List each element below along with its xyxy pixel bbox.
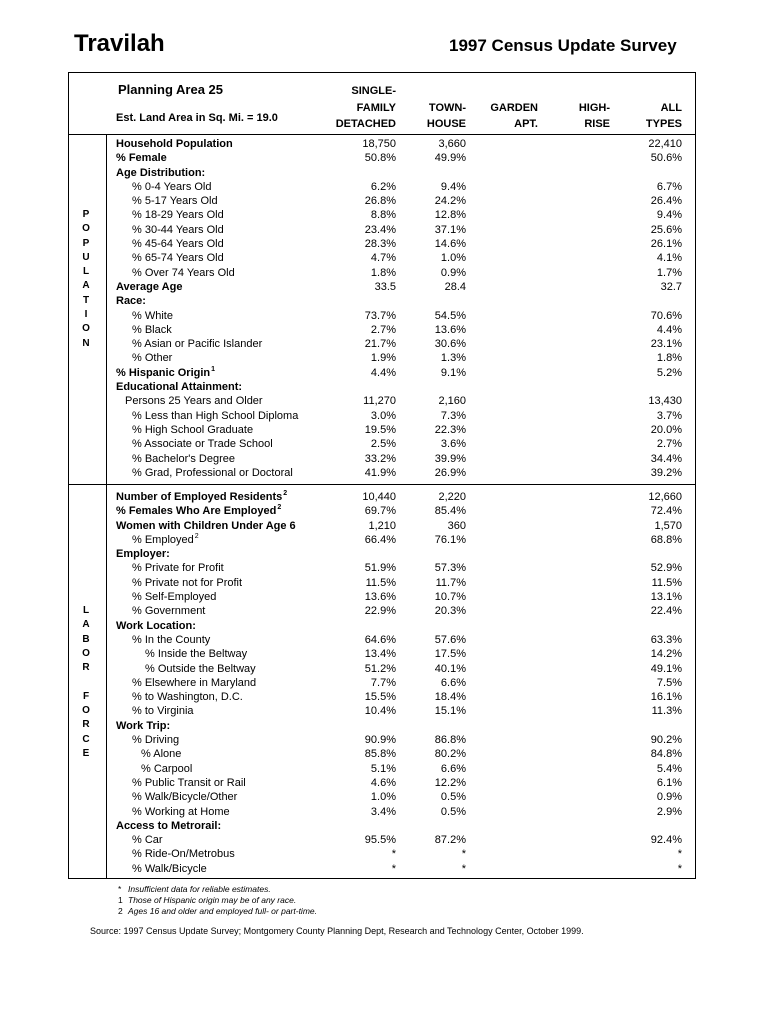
cell-value: 11.7%	[435, 576, 466, 589]
table-row	[106, 380, 696, 394]
table-row	[106, 166, 696, 180]
row-label: % Less than High School Diploma	[132, 409, 299, 422]
row-label: % Government	[132, 605, 206, 618]
row-label: Persons 25 Years and Older	[125, 395, 263, 408]
table-row	[106, 266, 696, 280]
cell-value: 50.6%	[650, 152, 682, 165]
cell-value: 34.4%	[650, 452, 682, 465]
row-label: % Inside the Beltway	[145, 648, 248, 661]
cell-value: 360	[447, 519, 466, 532]
row-label: % High School Graduate	[132, 423, 254, 436]
table-row	[106, 351, 696, 365]
row-label: % Elsewhere in Maryland	[132, 676, 257, 689]
row-label: % Working at Home	[132, 805, 230, 818]
cell-value: 22,410	[648, 138, 682, 150]
cell-value: 1.7%	[656, 266, 682, 279]
cell-value: 39.9%	[434, 452, 466, 465]
table-row	[106, 662, 696, 676]
land-area: Est. Land Area in Sq. Mi. = 19.0	[116, 112, 278, 124]
cell-value: 54.5%	[434, 309, 466, 322]
cell-value: 5.4%	[656, 762, 682, 775]
section-divider	[68, 484, 696, 485]
cell-value: 8.8%	[370, 209, 396, 222]
side-letter: B	[82, 633, 90, 645]
side-letter: O	[82, 705, 90, 717]
table-row	[106, 561, 696, 575]
table-row	[106, 647, 696, 661]
column-header-townhouse: TOWN- HOUSE	[426, 101, 466, 130]
row-label: Women with Children Under Age 6	[116, 519, 296, 532]
cell-value: 12.2%	[434, 776, 466, 789]
cell-value: 20.3%	[434, 605, 466, 618]
cell-value: 4.4%	[656, 323, 682, 336]
row-label: Race:	[116, 295, 146, 308]
table-row	[106, 519, 696, 533]
cell-value: 4.1%	[656, 252, 682, 265]
cell-value: 30.6%	[434, 338, 466, 351]
cell-value: 23.1%	[650, 338, 682, 351]
cell-value: 28.3%	[364, 238, 396, 251]
side-letter: L	[82, 266, 90, 278]
row-label: % Carpool	[141, 762, 193, 775]
table-row	[106, 409, 696, 423]
row-label: % Over 74 Years Old	[132, 266, 235, 279]
cell-value: 1.8%	[370, 266, 396, 279]
cell-value: 39.2%	[650, 466, 682, 479]
side-letter: O	[82, 647, 90, 659]
cell-value: 17.5%	[434, 648, 466, 661]
table-row	[106, 151, 696, 165]
cell-value: 86.8%	[434, 734, 466, 747]
cell-value: 3.0%	[370, 409, 396, 422]
row-label: % Walk/Bicycle/Other	[132, 791, 238, 804]
side-letter	[78, 675, 94, 689]
row-label: % Female	[116, 152, 167, 165]
cell-value: 12.8%	[434, 209, 466, 222]
cell-value: 68.8%	[650, 533, 682, 546]
table-row	[106, 833, 696, 847]
row-label: Work Location:	[116, 619, 196, 632]
header-divider	[68, 134, 696, 135]
side-letter: R	[82, 719, 90, 731]
cell-value: 73.7%	[364, 309, 396, 322]
cell-value: 11.5%	[651, 576, 682, 589]
cell-value: 7.7%	[370, 676, 396, 689]
table-row	[106, 604, 696, 618]
table-row	[106, 847, 696, 861]
page-title: Travilah	[74, 30, 165, 57]
survey-title: 1997 Census Update Survey	[449, 36, 677, 55]
table-row	[106, 790, 696, 804]
row-label: % In the County	[132, 633, 211, 646]
cell-value: 3.4%	[370, 805, 396, 818]
cell-value: 87.2%	[434, 834, 466, 847]
cell-value: *	[391, 862, 396, 875]
row-label: % 5-17 Years Old	[132, 195, 218, 208]
cell-value: 57.6%	[434, 633, 466, 646]
footnote-marker: 2	[194, 532, 199, 540]
cell-value: 15.5%	[364, 691, 396, 704]
cell-value: 6.1%	[656, 776, 682, 789]
side-letter: R	[82, 662, 90, 674]
row-label: % 65-74 Years Old	[132, 252, 224, 265]
cell-value: 11,270	[363, 395, 396, 408]
cell-value: *	[461, 848, 466, 861]
table-row	[106, 576, 696, 590]
cell-value: 50.8%	[364, 152, 396, 165]
row-label: Age Distribution:	[116, 166, 206, 179]
cell-value: 26.1%	[650, 238, 682, 251]
cell-value: 4.4%	[370, 366, 396, 379]
cell-value: 20.0%	[650, 423, 682, 436]
cell-value: 3.6%	[440, 438, 466, 451]
cell-value: *	[677, 848, 682, 861]
table-row	[106, 294, 696, 308]
table-row	[106, 366, 696, 380]
cell-value: 15.1%	[434, 705, 466, 718]
cell-value: 11.3%	[651, 705, 682, 718]
side-letter: O	[82, 323, 90, 335]
side-letter: O	[82, 223, 90, 235]
row-label: % Self-Employed	[132, 591, 217, 604]
row-label: Household Population	[116, 138, 233, 150]
table-row	[106, 309, 696, 323]
cell-value: 23.4%	[364, 223, 396, 236]
cell-value: 6.7%	[656, 180, 682, 193]
row-label: % White	[132, 309, 173, 322]
table-row	[106, 504, 696, 518]
cell-value: 9.4%	[656, 209, 682, 222]
cell-value: 14.2%	[650, 648, 682, 661]
table-row	[106, 805, 696, 819]
cell-value: 11.5%	[365, 576, 396, 589]
row-label: Educational Attainment:	[116, 381, 243, 394]
table-row	[106, 619, 696, 633]
cell-value: 3,660	[438, 138, 466, 150]
cell-value: 13.1%	[650, 591, 682, 604]
cell-value: 76.1%	[434, 533, 466, 546]
cell-value: 10.7%	[434, 591, 466, 604]
cell-value: 1.0%	[440, 252, 466, 265]
cell-value: 6.6%	[440, 762, 466, 775]
side-letter: I	[84, 309, 88, 321]
table-row	[106, 733, 696, 747]
table-row	[106, 223, 696, 237]
table-row	[106, 704, 696, 718]
population-section	[106, 137, 696, 480]
row-label: % Public Transit or Rail	[132, 776, 246, 789]
cell-value: 2.7%	[370, 323, 396, 336]
cell-value: 22.4%	[650, 605, 682, 618]
cell-value: 24.2%	[434, 195, 466, 208]
table-row	[106, 533, 696, 547]
row-label: % Employed$^2$	[132, 532, 199, 546]
cell-value: 2.7%	[656, 438, 682, 451]
cell-value: 16.1%	[650, 691, 682, 704]
table-row	[106, 590, 696, 604]
cell-value: 13,430	[648, 395, 682, 408]
cell-value: 52.9%	[650, 562, 682, 575]
cell-value: 69.7%	[364, 505, 396, 518]
row-label: Employer:	[116, 548, 170, 561]
cell-value: 0.5%	[440, 805, 466, 818]
table-row	[106, 208, 696, 222]
cell-value: 95.5%	[364, 834, 396, 847]
table-row	[106, 547, 696, 561]
side-letter: N	[82, 337, 90, 349]
cell-value: *	[461, 862, 466, 875]
cell-value: 49.1%	[650, 662, 682, 675]
row-label: % 0-4 Years Old	[132, 180, 212, 193]
row-label: % Black	[132, 323, 172, 336]
cell-value: 57.3%	[434, 562, 466, 575]
cell-value: 26.9%	[434, 466, 466, 479]
cell-value: 9.4%	[440, 180, 466, 193]
column-header-garden-apt: GARDEN APT.	[490, 101, 538, 130]
cell-value: 33.2%	[364, 452, 396, 465]
cell-value: 0.5%	[440, 791, 466, 804]
labor-force-section	[106, 490, 696, 876]
cell-value: 90.2%	[650, 734, 682, 747]
table-row	[106, 747, 696, 761]
table-row	[106, 394, 696, 408]
cell-value: 10.4%	[364, 705, 396, 718]
table-row	[106, 251, 696, 265]
cell-value: 7.3%	[440, 409, 466, 422]
labor-force-side-label	[78, 604, 94, 761]
cell-value: 26.8%	[364, 195, 396, 208]
footnote-marker: 2	[277, 504, 282, 512]
row-label: % Private for Profit	[132, 562, 224, 575]
side-letter: E	[82, 747, 90, 759]
side-letter: P	[82, 209, 90, 220]
cell-value: 2,160	[438, 395, 466, 408]
row-label: % Private not for Profit	[132, 576, 243, 589]
row-label: % to Virginia	[132, 705, 194, 718]
row-label: % 45-64 Years Old	[132, 238, 224, 251]
row-label: % Car	[132, 834, 163, 847]
cell-value: 12,660	[648, 491, 682, 503]
cell-value: 5.1%	[370, 762, 396, 775]
row-label: Average Age	[116, 280, 183, 293]
cell-value: 13.6%	[434, 323, 466, 336]
cell-value: 51.9%	[364, 562, 396, 575]
cell-value: 85.8%	[364, 748, 396, 761]
row-label: % Outside the Beltway	[145, 662, 256, 675]
row-label: % Females Who Are Employed$^2$	[116, 504, 282, 518]
footnote-hispanic: 1 Those of Hispanic origin may be of any race.	[118, 895, 297, 905]
cell-value: 70.6%	[650, 309, 682, 322]
cell-value: 0.9%	[656, 791, 682, 804]
cell-value: 41.9%	[364, 466, 396, 479]
cell-value: 10,440	[362, 491, 396, 503]
cell-value: 80.2%	[434, 748, 466, 761]
row-label: % Bachelor's Degree	[132, 452, 235, 465]
side-letter: C	[82, 733, 90, 745]
side-letter: T	[82, 294, 90, 306]
cell-value: 2.9%	[656, 805, 682, 818]
planning-area-name: Planning Area 25	[118, 82, 223, 97]
cell-value: 22.3%	[434, 423, 466, 436]
table-row	[106, 490, 696, 504]
table-row	[106, 776, 696, 790]
table-row	[106, 762, 696, 776]
column-header-all-types: ALL TYPES	[645, 101, 682, 130]
cell-value: 4.6%	[370, 776, 396, 789]
cell-value: 85.4%	[434, 505, 466, 518]
side-letter: A	[82, 619, 90, 631]
cell-value: 18.4%	[434, 691, 466, 704]
cell-value: 3.7%	[656, 409, 682, 422]
footnote-marker: 2	[283, 490, 288, 497]
table-row	[106, 323, 696, 337]
cell-value: 1,570	[654, 519, 682, 532]
row-label: % Grad, Professional or Doctoral	[132, 466, 293, 479]
cell-value: 21.7%	[364, 338, 396, 351]
side-letter: F	[82, 690, 90, 702]
cell-value: 2.5%	[370, 438, 396, 451]
side-letter: P	[82, 237, 90, 249]
cell-value: 22.9%	[364, 605, 396, 618]
row-label: Work Trip:	[116, 719, 171, 732]
row-label: Number of Employed Residents$^2$	[116, 490, 288, 503]
row-label: % Other	[132, 352, 173, 365]
cell-value: 63.3%	[650, 633, 682, 646]
row-label: % Walk/Bicycle	[132, 862, 207, 875]
table-row	[106, 237, 696, 251]
table-row	[106, 466, 696, 480]
table-row	[106, 719, 696, 733]
table-row	[106, 437, 696, 451]
side-letter: U	[82, 251, 90, 263]
cell-value: 28.4	[444, 280, 466, 293]
cell-value: 14.6%	[434, 238, 466, 251]
cell-value: 32.7	[660, 280, 682, 293]
row-label: % Driving	[132, 734, 180, 747]
column-header-single-family: SINGLE- FAMILY DETACHED	[335, 85, 396, 130]
table-row	[106, 676, 696, 690]
cell-value: 40.1%	[434, 662, 466, 675]
cell-value: 1.3%	[440, 352, 466, 365]
cell-value: 25.6%	[650, 223, 682, 236]
cell-value: 6.6%	[440, 676, 466, 689]
table-row	[106, 819, 696, 833]
cell-value: 6.2%	[370, 180, 396, 193]
cell-value: 4.7%	[370, 252, 396, 265]
row-label: % Hispanic Origin$^1$	[116, 365, 216, 379]
cell-value: 1,210	[368, 519, 396, 532]
cell-value: 33.5	[374, 280, 396, 293]
cell-value: 9.1%	[440, 366, 466, 379]
table-row	[106, 633, 696, 647]
table-row	[106, 194, 696, 208]
cell-value: 64.6%	[364, 633, 396, 646]
table-row	[106, 180, 696, 194]
cell-value: 19.5%	[364, 423, 396, 436]
cell-value: 92.4%	[650, 834, 682, 847]
row-label: % Alone	[141, 748, 182, 761]
side-letter: A	[82, 280, 90, 292]
row-label: Access to Metrorail:	[116, 819, 222, 832]
cell-value: 26.4%	[650, 195, 682, 208]
row-label: % to Washington, D.C.	[132, 691, 243, 704]
cell-value: 49.9%	[434, 152, 466, 165]
cell-value: 0.9%	[440, 266, 466, 279]
side-letter: L	[82, 605, 90, 616]
row-label: % Associate or Trade School	[132, 438, 273, 451]
cell-value: 7.5%	[656, 676, 682, 689]
table-row	[106, 337, 696, 351]
footnote-marker: 1	[211, 365, 216, 373]
table-row	[106, 423, 696, 437]
column-header-high-rise: HIGH- RISE	[578, 101, 610, 130]
row-label: % 30-44 Years Old	[132, 223, 224, 236]
cell-value: *	[677, 862, 682, 875]
cell-value: 66.4%	[364, 533, 396, 546]
table-row	[106, 452, 696, 466]
cell-value: 13.4%	[364, 648, 396, 661]
table-row	[106, 862, 696, 876]
cell-value: *	[391, 848, 396, 861]
source-note: Source: 1997 Census Update Survey; Montgomery County Planning Dept, Research and Technology Center, October 1999.	[90, 926, 584, 936]
cell-value: 1.9%	[370, 352, 396, 365]
cell-value: 37.1%	[434, 223, 466, 236]
cell-value: 90.9%	[364, 734, 396, 747]
cell-value: 1.8%	[656, 352, 682, 365]
cell-value: 84.8%	[650, 748, 682, 761]
cell-value: 72.4%	[650, 505, 682, 518]
row-label: % Ride-On/Metrobus	[132, 848, 235, 861]
row-label: % Asian or Pacific Islander	[132, 338, 263, 351]
table-row	[106, 137, 696, 151]
table-row	[106, 280, 696, 294]
cell-value: 5.2%	[656, 366, 682, 379]
cell-value: 13.6%	[364, 591, 396, 604]
population-side-label	[78, 208, 94, 351]
footnote-insufficient: * Insufficient data for reliable estimates.	[118, 884, 271, 894]
cell-value: 1.0%	[370, 791, 396, 804]
footnote-ages: 2 Ages 16 and older and employed full- or part-time.	[118, 906, 317, 916]
row-label: % 18-29 Years Old	[132, 209, 224, 222]
cell-value: 51.2%	[364, 662, 396, 675]
cell-value: 18,750	[362, 138, 396, 150]
cell-value: 2,220	[438, 491, 466, 503]
table-row	[106, 690, 696, 704]
